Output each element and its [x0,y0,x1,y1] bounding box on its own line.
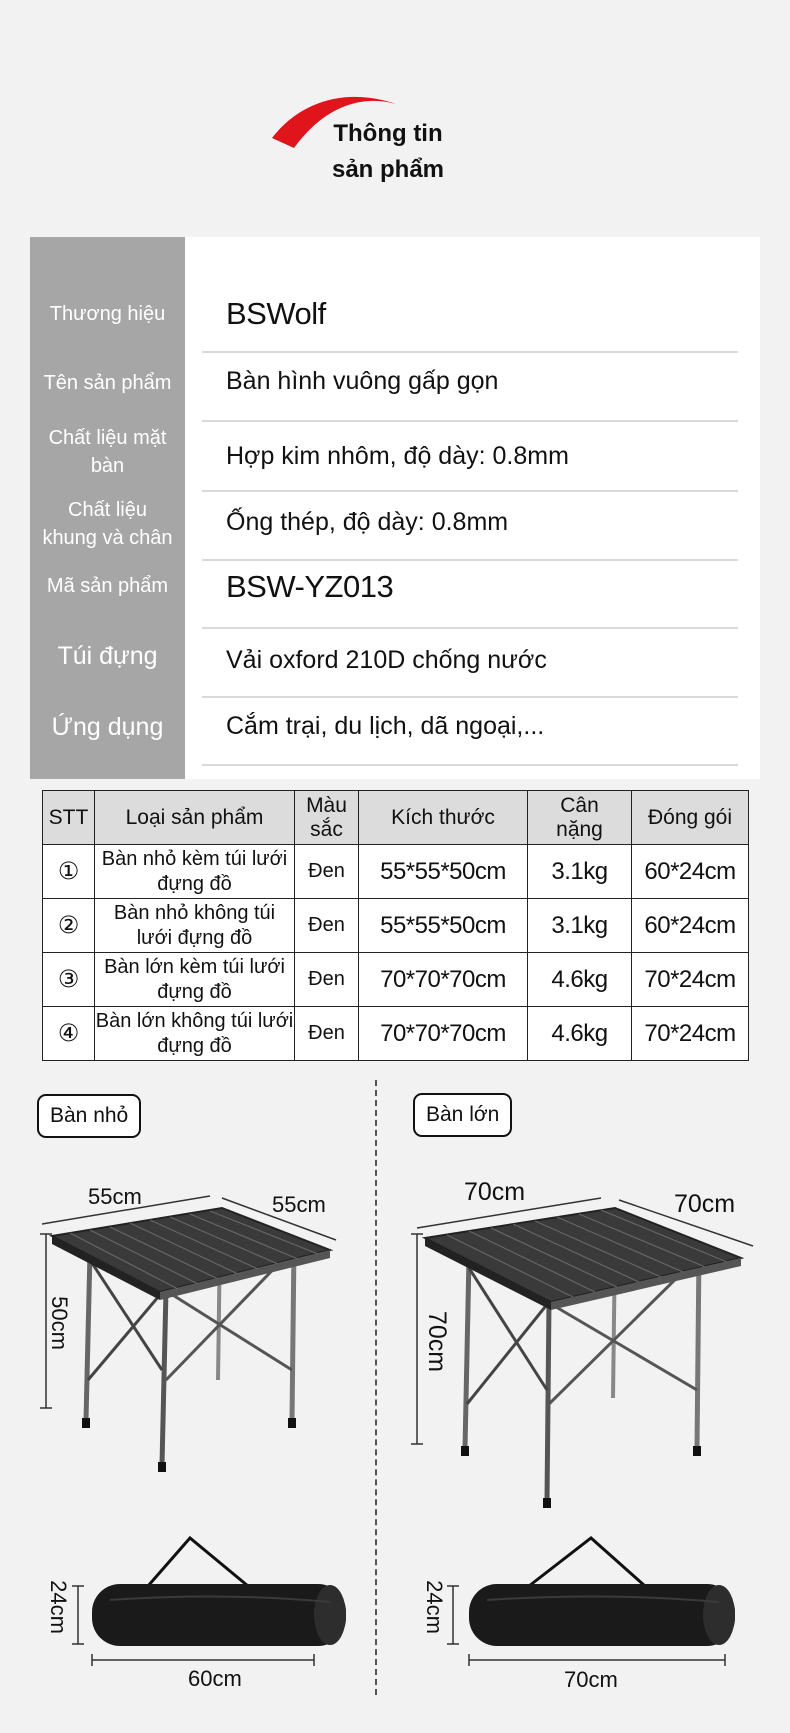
small-table-tag: Bàn nhỏ [37,1094,141,1138]
product-variants-table [42,790,749,1061]
header-size: Kích thước [359,791,528,845]
cell-color: Đen [295,1007,359,1061]
small-depth-label: 55cm [272,1192,326,1217]
spec-value-sku: BSW-YZ013 [226,569,394,604]
header-packing: Đóng gói [632,791,749,845]
spec-label-frame-material: Chất liệu khung và chân [42,499,173,549]
large-table-drawing [405,1178,765,1518]
cell-color: Đen [295,845,359,899]
page-title [318,116,458,188]
table-row [43,1007,749,1061]
table-header-row [43,791,749,845]
spec-divider [202,490,738,492]
spec-label-product-name: Tên sản phẩm [43,372,172,394]
cell-stt: ① [43,845,95,899]
small-table-drawing [30,1180,350,1480]
section-divider [375,1080,377,1695]
cell-product-type: Bàn lớn kèm túi lưới đựng đồ [95,953,295,1007]
table-row [43,899,749,953]
spec-divider [202,351,738,353]
spec-value-product-name: Bàn hình vuông gấp gọn [226,367,499,395]
large-bag-drawing [405,1530,765,1670]
spec-value-frame-material: Ống thép, độ dày: 0.8mm [226,508,509,536]
cell-weight: 4.6kg [528,1007,632,1061]
large-bag-height-label: 24cm [421,1580,447,1634]
large-table-tag: Bàn lớn [413,1093,512,1137]
spec-label-sku: Mã sản phẩm [46,575,169,597]
cell-product-type: Bàn nhỏ kèm túi lưới đựng đồ [95,845,295,899]
cell-size: 70*70*70cm [359,953,528,1007]
cell-color: Đen [295,953,359,1007]
spec-value-brand: BSWolf [226,296,326,331]
spec-label-table-material: Chất liệu mặt bàn [48,427,167,477]
small-bag-height-label: 24cm [45,1580,71,1634]
large-depth-label: 70cm [674,1190,736,1218]
cell-color: Đen [295,899,359,953]
title-line-1: Thông tin [333,120,443,147]
cell-packing: 70*24cm [632,953,749,1007]
cell-weight: 4.6kg [528,953,632,1007]
table-row [43,953,749,1007]
header-stt: STT [43,791,95,845]
spec-label-brand: Thương hiệu [49,303,166,325]
large-bag-width-label: 70cm [564,1667,618,1692]
cell-product-type: Bàn lớn không túi lưới đựng đồ [95,1007,295,1061]
spec-divider [202,420,738,422]
cell-size: 55*55*50cm [359,845,528,899]
cell-size: 70*70*70cm [359,1007,528,1061]
small-bag-width-label: 60cm [188,1666,242,1691]
small-width-label: 55cm [88,1184,142,1209]
spec-label-usage: Ứng dụng [51,713,164,741]
cell-stt: ④ [43,1007,95,1061]
cell-packing: 70*24cm [632,1007,749,1061]
title-line-2: sản phẩm [331,156,445,183]
header-weight: Cân nặng [528,791,632,845]
cell-size: 55*55*50cm [359,899,528,953]
spec-divider [202,627,738,629]
cell-weight: 3.1kg [528,845,632,899]
spec-value-table-material: Hợp kim nhôm, độ dày: 0.8mm [226,442,569,470]
cell-stt: ③ [43,953,95,1007]
header-product-type: Loại sản phẩm [95,791,295,845]
large-width-label: 70cm [464,1178,526,1206]
spec-value-usage: Cắm trại, du lịch, dã ngoại,... [226,712,545,740]
spec-label-bag: Túi đựng [57,642,158,670]
spec-value-bag: Vải oxford 210D chống nước [226,646,547,674]
cell-stt: ② [43,899,95,953]
large-height-label: 70cm [423,1310,452,1373]
spec-divider [202,696,738,698]
cell-packing: 60*24cm [632,845,749,899]
spec-divider [202,559,738,561]
cell-packing: 60*24cm [632,899,749,953]
table-row [43,845,749,899]
cell-product-type: Bàn nhỏ không túi lưới đựng đồ [95,899,295,953]
cell-weight: 3.1kg [528,899,632,953]
spec-divider [202,764,738,766]
header-color: Màu sắc [295,791,359,845]
small-height-label: 50cm [46,1296,72,1350]
small-bag-drawing [30,1530,350,1670]
